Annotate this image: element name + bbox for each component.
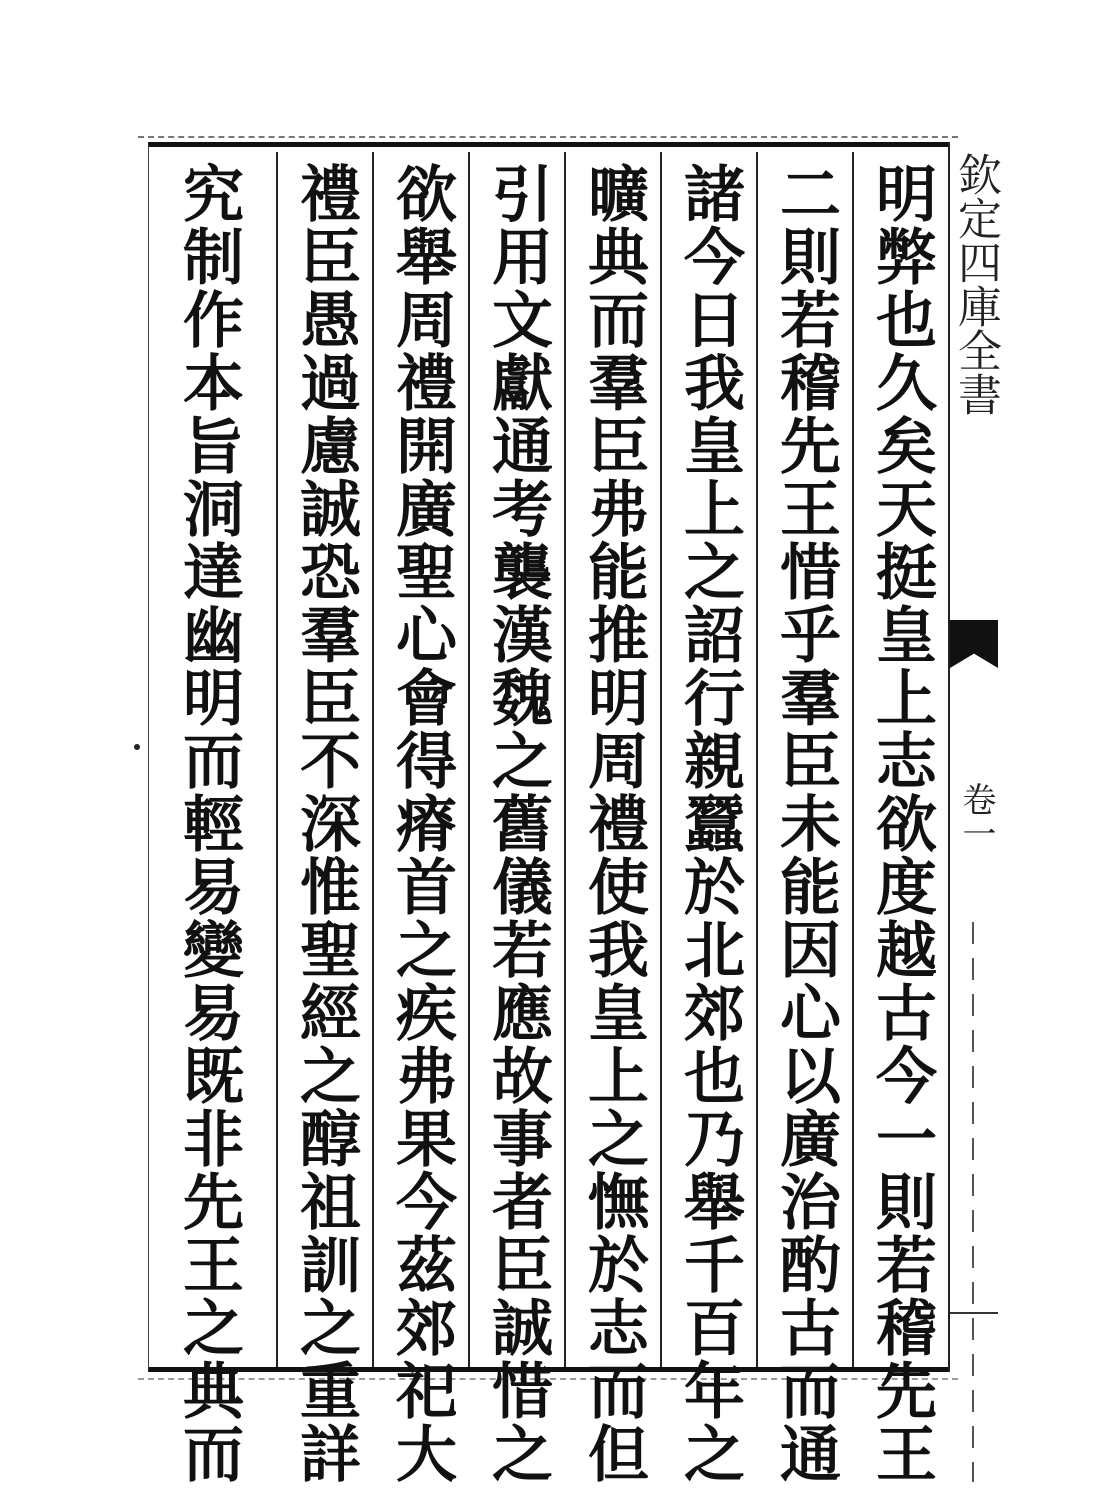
fishtail-mark-icon bbox=[950, 620, 998, 668]
margin-rule bbox=[950, 1312, 998, 1314]
margin-dot bbox=[134, 744, 140, 750]
column-text: 曠典而羣臣弗能推明周禮使我皇上之憮於志而但 bbox=[578, 162, 649, 1485]
column-text: 引用文獻通考襲漢魏之舊儀若應故事者臣誠惜之 bbox=[482, 162, 553, 1485]
text-column-4 bbox=[564, 152, 660, 1485]
margin-divider bbox=[972, 922, 974, 1482]
column-text: 二則若稽先王惜乎羣臣未能因心以廣治酌古而通 bbox=[770, 162, 841, 1485]
book-title: 欽定四庫全書 bbox=[950, 152, 1001, 416]
text-column-8 bbox=[160, 152, 256, 1485]
text-column-3 bbox=[660, 152, 756, 1485]
chapter-label: 卷一 bbox=[956, 782, 996, 850]
column-text: 禮臣愚過慮誠恐羣臣不深惟聖經之醇祖訓之重詳 bbox=[290, 162, 361, 1485]
margin-strip bbox=[948, 142, 1001, 1372]
text-column-6 bbox=[372, 152, 468, 1485]
text-column-7 bbox=[276, 152, 372, 1485]
top-border-dashes bbox=[138, 136, 958, 140]
column-text: 諸今日我皇上之詔行親蠶於北郊也乃舉千百年之 bbox=[674, 162, 745, 1485]
column-text: 究制作本旨洞達幽明而輕易變易既非先王之典而 bbox=[173, 162, 244, 1485]
text-column-2 bbox=[756, 152, 852, 1485]
column-text: 欲舉周禮開廣聖心會得瘠首之疾弗果今茲郊祀大 bbox=[386, 162, 457, 1485]
text-column-5 bbox=[468, 152, 564, 1485]
text-column-1 bbox=[852, 152, 948, 1485]
column-text: 明弊也久矣天挺皇上志欲度越古今一則若稽先王 bbox=[866, 162, 937, 1485]
